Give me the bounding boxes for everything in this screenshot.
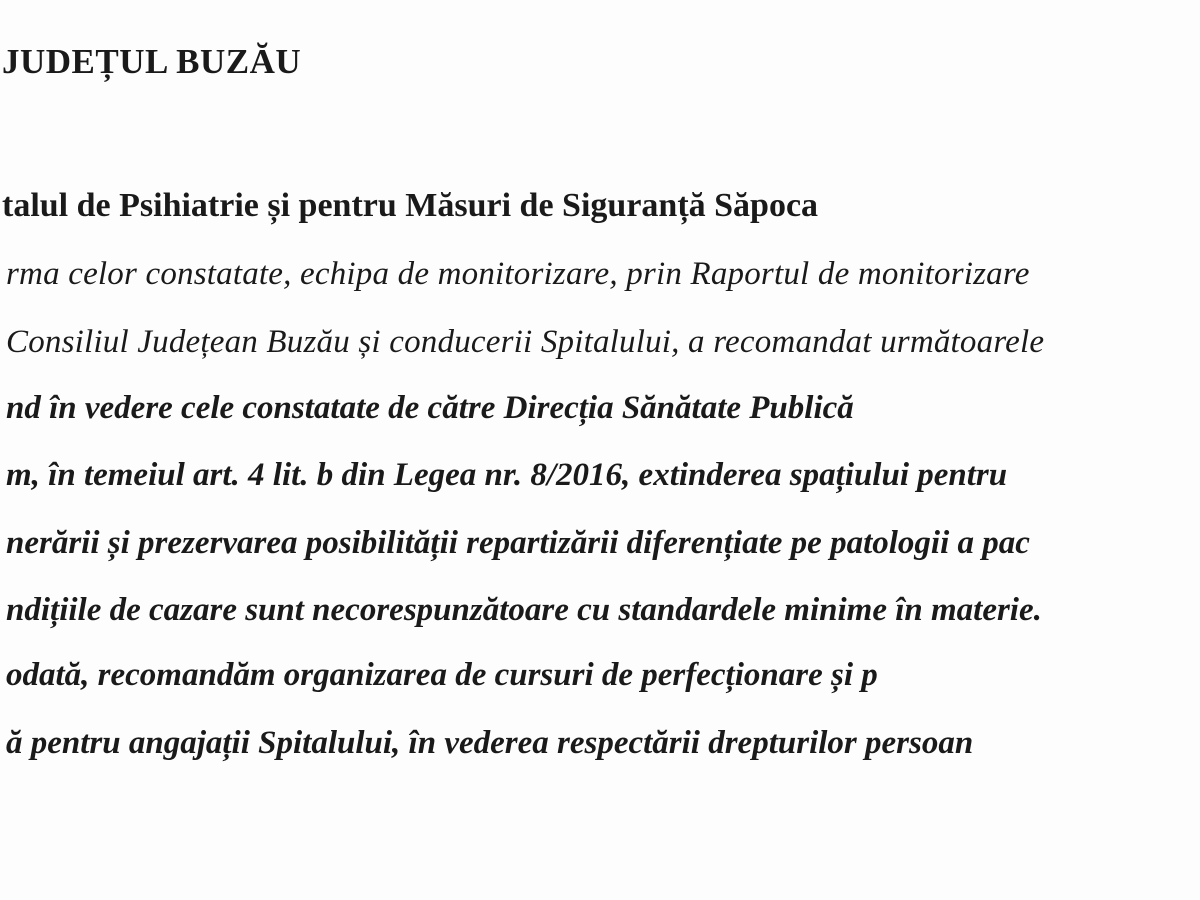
paragraph-line-2: Consiliul Județean Buzău și conducerii Spitalului, a recomandat următoarele xyxy=(6,324,1045,360)
paragraph-line-5: nerării și prezervarea posibilității repartizării diferențiate pe patologii a pac xyxy=(6,525,1030,561)
paragraph-line-6: ndițiile de cazare sunt necorespunzătoare cu standardele minime în materie. xyxy=(6,592,1042,628)
county-heading: JUDEȚUL BUZĂU xyxy=(2,42,302,81)
hospital-heading: talul de Psihiatrie și pentru Măsuri de Siguranță Săpoca xyxy=(2,187,819,224)
paragraph-line-1: rma celor constatate, echipa de monitorizare, prin Raportul de monitorizare xyxy=(6,256,1030,292)
paragraph-line-3: nd în vedere cele constatate de către Direcția Sănătate Publică xyxy=(6,390,854,426)
paragraph-line-7: odată, recomandăm organizarea de cursuri de perfecționare și p xyxy=(6,657,878,693)
paragraph-line-8: ă pentru angajații Spitalului, în vederea respectării drepturilor persoan xyxy=(6,725,974,761)
paragraph-line-4: m, în temeiul art. 4 lit. b din Legea nr. 8/2016, extinderea spațiului pentru xyxy=(6,457,1008,493)
